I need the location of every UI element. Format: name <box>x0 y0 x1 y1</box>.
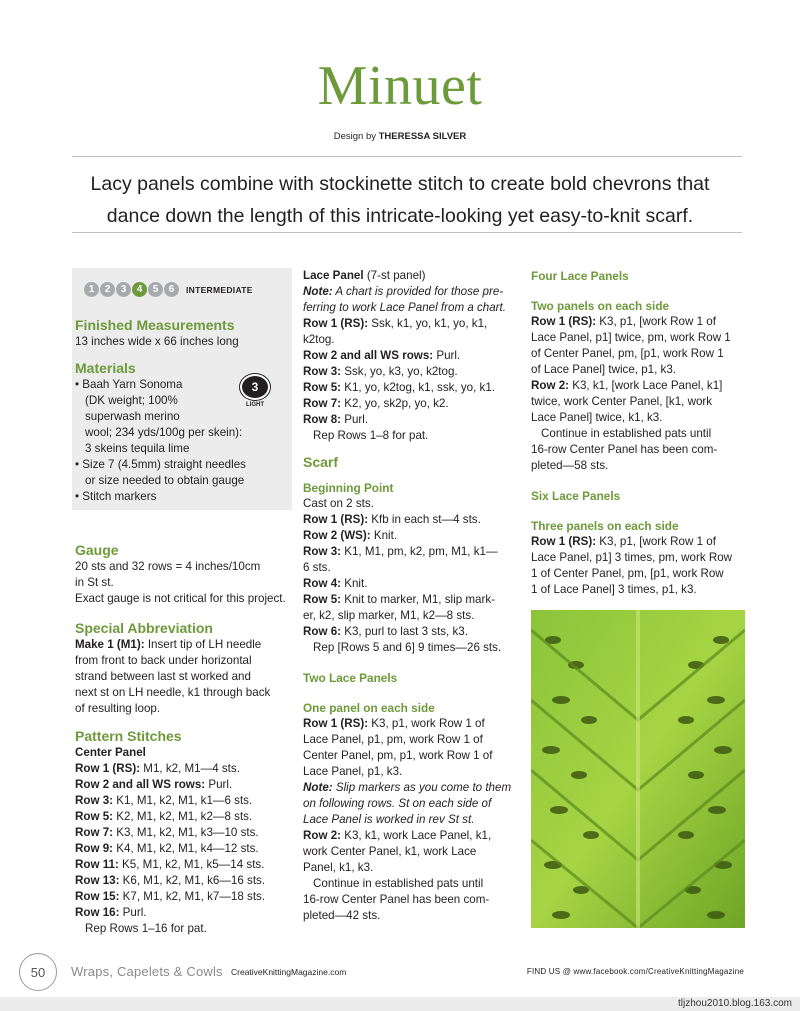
scarf-row: Row 1 (RS): Kfb in each st—4 sts. <box>303 513 481 526</box>
lace-row: Row 5: K1, yo, k2tog, k1, ssk, yo, k1. <box>303 381 496 394</box>
lace-panel-title: Lace Panel (7-st panel) <box>303 269 426 282</box>
lace-row: Row 1 (RS): Ssk, k1, yo, k1, yo, k1, <box>303 317 488 330</box>
six-lace-subheading: Three panels on each side <box>531 519 679 533</box>
four-lace-continue: pleted—58 sts. <box>531 459 609 472</box>
intro-line-2: dance down the length of this intricate-looking yet easy-to-knit scarf. <box>106 205 694 227</box>
pattern-row: Row 15: K7, M1, k2, M1, k7—18 sts. <box>75 890 266 903</box>
pattern-row: Row 2 and all WS rows: Purl. <box>75 778 233 791</box>
material-yarn-line: wool; 234 yds/100g per skein): <box>85 426 243 439</box>
special-term: Make 1 (M1): <box>75 638 145 651</box>
lace-row: Row 8: Purl. <box>303 413 369 426</box>
two-lace-note-label: Note: <box>303 781 333 794</box>
skill-dot-2: 2 <box>100 282 115 297</box>
special-line: of resulting loop. <box>75 702 161 715</box>
special-heading: Special Abbreviation <box>75 620 213 636</box>
scarf-heading: Scarf <box>303 454 339 470</box>
top-divider <box>72 156 742 157</box>
two-lace-line: Panel, k1, k3. <box>303 861 374 874</box>
lace-row: k2tog. <box>303 333 335 346</box>
yarn-weight-number: 3 <box>240 374 270 400</box>
material-yarn-line: 3 skeins tequila lime <box>85 442 190 455</box>
scarf-row: Row 3: K1, M1, pm, k2, pm, M1, k1— <box>303 545 498 558</box>
scarf-row: Row 4: Knit. <box>303 577 368 590</box>
two-lace-continue: pleted—42 sts. <box>303 909 381 922</box>
special-line: next st on LH needle, k1 through back <box>75 686 271 699</box>
pattern-row: Row 3: K1, M1, k2, M1, k1—6 sts. <box>75 794 253 807</box>
scarf-row: Row 5: Knit to marker, M1, slip mark- <box>303 593 495 606</box>
two-lace-continue: Continue in established pats until <box>313 877 484 890</box>
four-lace-line: of Center Panel, pm, [p1, work Row 1 <box>531 347 724 360</box>
lace-row: Row 7: K2, yo, sk2p, yo, k2. <box>303 397 449 410</box>
lace-note-line: ferring to work Lace Panel from a chart. <box>303 301 506 314</box>
pattern-repeat: Rep Rows 1–16 for pat. <box>85 922 207 935</box>
column-2: Lace Panel (7-st panel) Note: A chart is provided for those pre- ferring to work Lace Panel from a chart. Row 1 (RS): Ssk, k1, yo, k1, yo, k1, k2tog. Row 2 and all WS rows: Purl. Row 3: Ssk, yo, k3, yo, k2tog. Row 5: K1, yo, k2tog, k1, ssk, yo, k1. Row 7: K2, yo, sk2p, yo, k2. Row 8: Purl. Rep Rows 1–8 for pat. Scarf Beginning Point Cast on 2 sts. Row 1 (RS): Kfb in each st—4 sts. Row 2 (WS): Knit. Row 3: K1, M1, pm, k2, pm, M1, k1— 6 sts. Row 4: Knit. Row 5: Knit to marker, M1, slip mark- er, k2, slip marker, M1, k2—8 sts. Row 6: K3, purl to last 3 sts, k3. Rep [Rows 5 and 6] 9 times—26 sts. Two Lace Panels One panel on each side Row 1 (RS): K3, p1, work Row 1 of Lace Panel, p1, pm, work Row 1 of Center Panel, pm, p1, work Row 1 of Lace Panel, p1, k3. Note: Slip markers as you come to them on following rows. St on each side of Lace Panel is worked in rev St st. Row 2: K3, k1, work Lace Panel, k1, work Center Panel, k1, work Lace Panel, k1, k3. Continue in established pats until 16-row Center Panel has been com- pleted—42 sts. <box>303 268 521 924</box>
finished-heading: Finished Measurements <box>75 317 235 333</box>
six-lace-heading: Six Lace Panels <box>531 489 621 503</box>
footer-facebook[interactable]: FIND US @ www.facebook.com/CreativeKnittingMagazine <box>526 967 744 976</box>
two-lace-note-line: Lace Panel is worked in rev St st. <box>303 813 475 826</box>
watermark-text: tljzhou2010.blog.163.com <box>678 998 792 1009</box>
material-yarn: • Baah Yarn Sonoma <box>75 378 183 391</box>
pattern-row: Row 5: K2, M1, k2, M1, k2—8 sts. <box>75 810 253 823</box>
two-lace-line: Lace Panel, p1, k3. <box>303 765 403 778</box>
scarf-row: er, k2, slip marker, M1, k2—8 sts. <box>303 609 475 622</box>
page-number: 50 <box>19 953 57 991</box>
six-lace-line: Lace Panel, p1] 3 times, pm, work Row <box>531 551 733 564</box>
intro-text <box>80 168 720 232</box>
pattern-heading: Pattern Stitches <box>75 728 182 744</box>
four-lace-continue: Continue in established pats until <box>541 427 712 440</box>
two-lace-line: Lace Panel, p1, pm, work Row 1 of <box>303 733 483 746</box>
four-lace-line: Lace Panel, p1] twice, pm, work Row 1 <box>531 331 731 344</box>
two-lace-subheading: One panel on each side <box>303 701 435 715</box>
scarf-row: 6 sts. <box>303 561 331 574</box>
pattern-row: Row 1 (RS): M1, k2, M1—4 sts. <box>75 762 240 775</box>
two-lace-continue: 16-row Center Panel has been com- <box>303 893 490 906</box>
four-lace-row2: Row 2: K3, k1, [work Lace Panel, k1] <box>531 379 723 392</box>
yarn-weight-label: LIGHT <box>246 402 264 408</box>
six-lace-line: 1 of Lace Panel] 3 times, p1, k3. <box>531 583 697 596</box>
designer-byline <box>0 131 800 142</box>
page-title: Minuet <box>317 55 483 117</box>
design-prefix: Design by <box>333 131 376 142</box>
four-lace-subheading: Two panels on each side <box>531 299 670 313</box>
lace-note-label: Note: <box>303 285 333 298</box>
six-lace-line: 1 of Center Panel, pm, [p1, work Row <box>531 567 724 580</box>
pattern-row: Row 11: K5, M1, k2, M1, k5—14 sts. <box>75 858 265 871</box>
skill-dot-4-active: 4 <box>132 282 147 297</box>
intro-line-1: Lacy panels combine with stockinette stitch to create bold chevrons that <box>90 173 710 195</box>
skill-dot-3: 3 <box>116 282 131 297</box>
pattern-row: Row 7: K3, M1, k2, M1, k3—10 sts. <box>75 826 259 839</box>
two-lace-note-line: on following rows. St on each side of <box>303 797 492 810</box>
two-lace-row2: Row 2: K3, k1, work Lace Panel, k1, <box>303 829 492 842</box>
skill-dot-5: 5 <box>148 282 163 297</box>
skill-dot-1: 1 <box>84 282 99 297</box>
material-yarn-line: (DK weight; 100% <box>85 394 178 407</box>
skill-dot-6: 6 <box>164 282 179 297</box>
column-1 <box>75 316 290 937</box>
finished-text: 13 inches wide x 66 inches long <box>75 335 239 348</box>
gauge-line: 20 sts and 32 rows = 4 inches/10cm <box>75 560 261 573</box>
material-markers: • Stitch markers <box>75 490 157 503</box>
intro-divider <box>72 232 742 233</box>
special-line: Make 1 (M1): Insert tip of LH needle <box>75 638 262 651</box>
beginning-point-heading: Beginning Point <box>303 481 394 495</box>
materials-heading: Materials <box>75 360 136 376</box>
cast-on: Cast on 2 sts. <box>303 497 374 510</box>
footer-site[interactable]: CreativeKnittingMagazine.com <box>231 967 347 977</box>
skill-level <box>84 282 253 297</box>
two-lace-row1: Row 1 (RS): K3, p1, work Row 1 of <box>303 717 485 730</box>
four-lace-line: Lace Panel] twice, k1, k3. <box>531 411 663 424</box>
skill-level-label: INTERMEDIATE <box>186 284 253 295</box>
four-lace-line: of Lace Panel] twice, p1, k3. <box>531 363 677 376</box>
gauge-heading: Gauge <box>75 542 119 558</box>
lace-repeat: Rep Rows 1–8 for pat. <box>313 429 429 442</box>
center-panel-heading: Center Panel <box>75 746 146 759</box>
scarf-photo <box>531 610 745 928</box>
special-line: from front to back under horizontal <box>75 654 252 667</box>
four-lace-row1: Row 1 (RS): K3, p1, [work Row 1 of <box>531 315 716 328</box>
gauge-line: Exact gauge is not critical for this project. <box>75 592 286 605</box>
pattern-row: Row 9: K4, M1, k2, M1, k4—12 sts. <box>75 842 259 855</box>
watermark-bar <box>0 997 800 1011</box>
six-lace-row1: Row 1 (RS): K3, p1, [work Row 1 of <box>531 535 716 548</box>
scarf-repeat: Rep [Rows 5 and 6] 9 times—26 sts. <box>313 641 502 654</box>
gauge-line: in St st. <box>75 576 114 589</box>
four-lace-heading: Four Lace Panels <box>531 269 629 283</box>
material-needles: • Size 7 (4.5mm) straight needles <box>75 458 246 471</box>
special-line: strand between last st worked and <box>75 670 251 683</box>
scarf-row: Row 2 (WS): Knit. <box>303 529 398 542</box>
column-3 <box>531 268 747 598</box>
footer-section: Wraps, Capelets & Cowls <box>71 964 223 979</box>
four-lace-line: twice, work Center Panel, [k1, work <box>531 395 713 408</box>
pattern-row: Row 16: Purl. <box>75 906 147 919</box>
lace-row: Row 2 and all WS rows: Purl. <box>303 349 461 362</box>
lace-row: Row 3: Ssk, yo, k3, yo, k2tog. <box>303 365 458 378</box>
material-yarn-line: superwash merino <box>85 410 180 423</box>
four-lace-continue: 16-row Center Panel has been com- <box>531 443 718 456</box>
pattern-row: Row 13: K6, M1, k2, M1, k6—16 sts. <box>75 874 266 887</box>
two-lace-line: Center Panel, pm, p1, work Row 1 of <box>303 749 493 762</box>
material-needles-line: or size needed to obtain gauge <box>85 474 245 487</box>
designer-name: THERESSA SILVER <box>378 131 467 142</box>
two-lace-heading: Two Lace Panels <box>303 671 398 685</box>
scarf-row: Row 6: K3, purl to last 3 sts, k3. <box>303 625 468 638</box>
two-lace-line: work Center Panel, k1, work Lace <box>303 845 477 858</box>
